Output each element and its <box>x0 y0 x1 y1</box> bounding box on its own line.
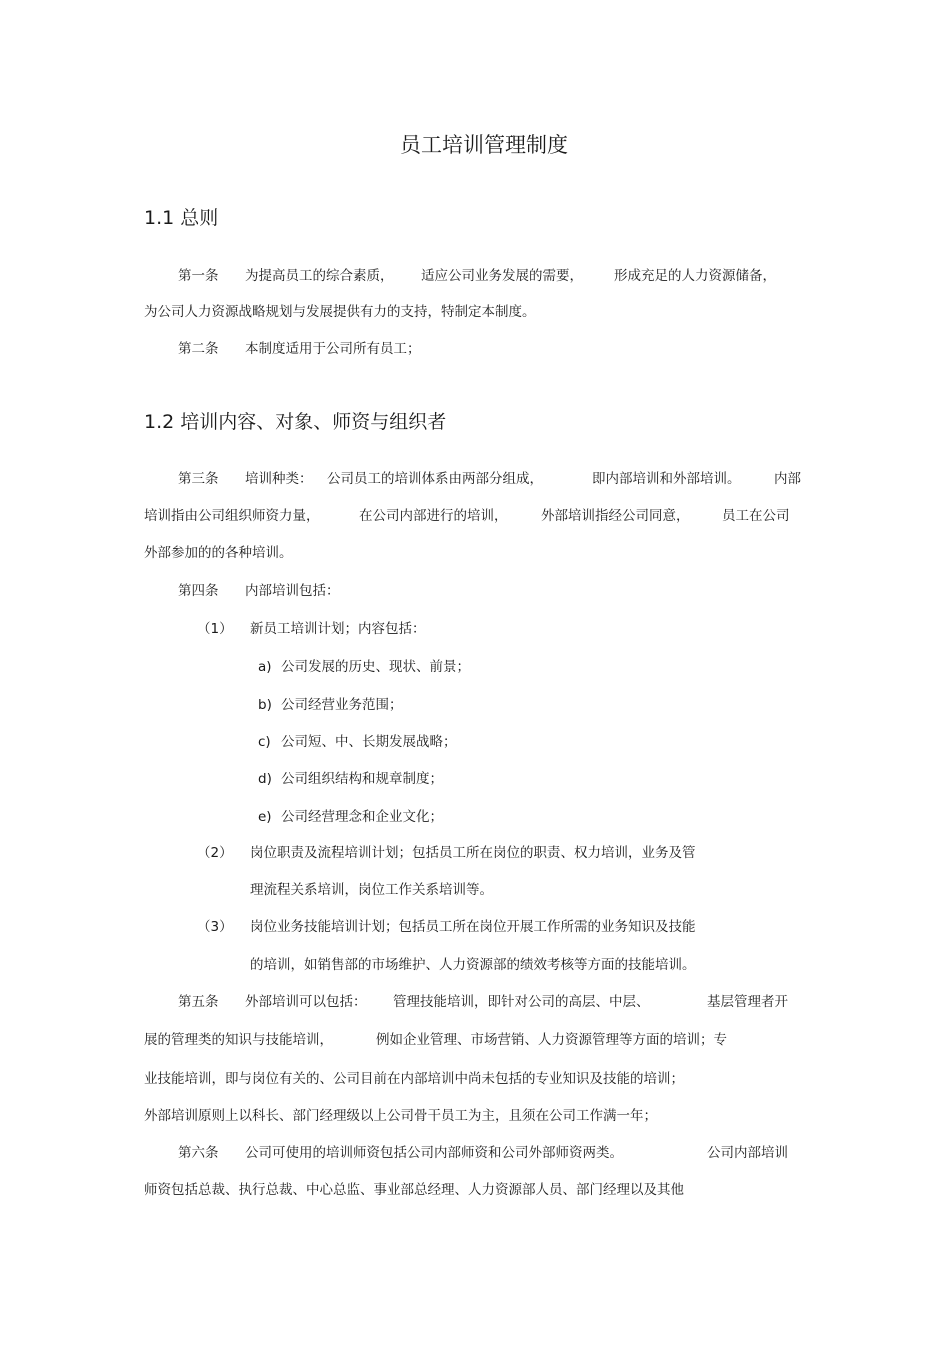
section-heading-general: 1.1 总则 <box>144 207 219 229</box>
paragraph-text: 展的管理类的知识与技能培训， <box>144 1032 333 1048</box>
paragraph-text: 外部培训原则上以科长、部门经理级以上公司骨干员工为主，且须在公司工作满一年； <box>144 1108 657 1124</box>
paragraph-text: 内部 <box>774 471 801 487</box>
sub-item-text: 公司短、中、长期发展战略； <box>281 734 457 750</box>
sub-item-text: 公司发展的历史、现状、前景； <box>281 659 470 675</box>
paragraph-text: 适应公司业务发展的需要， <box>421 268 583 284</box>
paragraph-text: 公司内部培训 <box>707 1145 788 1161</box>
paragraph-text: 管理技能培训，即针对公司的高层、中层、 <box>393 994 650 1010</box>
list-item-text: 岗位业务技能培训计划；包括员工所在岗位开展工作所需的业务知识及技能 <box>250 919 696 935</box>
list-item-text: 新员工培训计划；内容包括： <box>250 621 426 637</box>
paragraph-text: 内部培训包括： <box>245 583 340 599</box>
sub-item-label: d) <box>258 771 272 787</box>
paragraph-text: 外部培训可以包括： <box>245 994 367 1010</box>
article-label: 第五条 <box>178 994 219 1010</box>
paragraph-text: 本制度适用于公司所有员工； <box>245 341 421 357</box>
sub-item-text: 公司经营业务范围； <box>281 697 403 713</box>
section-heading-content: 1.2 培训内容、对象、师资与组织者 <box>144 411 447 433</box>
paragraph-text: 师资包括总裁、执行总裁、中心总监、事业部总经理、人力资源部人员、部门经理以及其他 <box>144 1182 684 1198</box>
article-label: 第二条 <box>178 341 219 357</box>
list-item-number: （2） <box>197 845 233 861</box>
sub-item-label: a) <box>258 659 272 675</box>
paragraph-text: 公司员工的培训体系由两部分组成， <box>327 471 543 487</box>
paragraph-text: 在公司内部进行的培训， <box>359 508 508 524</box>
sub-item-text: 公司经营理念和企业文化； <box>281 809 443 825</box>
sub-item-text: 公司组织结构和规章制度； <box>281 771 443 787</box>
paragraph-text: 例如企业管理、市场营销、人力资源管理等方面的培训；专 <box>376 1032 727 1048</box>
document-title: 员工培训管理制度 <box>400 133 568 157</box>
paragraph-text: 外部培训指经公司同意， <box>541 508 690 524</box>
paragraph-text: 即内部培训和外部培训。 <box>592 471 741 487</box>
sub-item-label: b) <box>258 697 272 713</box>
list-item-number: （1） <box>197 621 233 637</box>
paragraph-text: 员工在公司 <box>722 508 790 524</box>
paragraph-text: 基层管理者开 <box>707 994 788 1010</box>
paragraph-text: 公司可使用的培训师资包括公司内部师资和公司外部师资两类。 <box>245 1145 623 1161</box>
paragraph-text: 形成充足的人力资源储备， <box>614 268 776 284</box>
article-label: 第四条 <box>178 583 219 599</box>
paragraph-text: 为提高员工的综合素质， <box>245 268 394 284</box>
paragraph-text: 培训指由公司组织师资力量， <box>144 508 320 524</box>
list-item-text: 理流程关系培训，岗位工作关系培训等。 <box>250 882 493 898</box>
article-label: 第一条 <box>178 268 219 284</box>
paragraph-text: 业技能培训，即与岗位有关的、公司目前在内部培训中尚未包括的专业知识及技能的培训； <box>144 1071 684 1087</box>
article-label: 第六条 <box>178 1145 219 1161</box>
paragraph-text: 为公司人力资源战略规划与发展提供有力的支持，特制定本制度。 <box>144 304 536 320</box>
paragraph-text: 外部参加的的各种培训。 <box>144 545 293 561</box>
sub-item-label: c) <box>258 734 271 750</box>
sub-item-label: e) <box>258 809 272 825</box>
list-item-text: 岗位职责及流程培训计划；包括员工所在岗位的职责、权力培训，业务及管 <box>250 845 696 861</box>
paragraph-text: 培训种类： <box>245 471 313 487</box>
article-label: 第三条 <box>178 471 219 487</box>
list-item-text: 的培训，如销售部的市场维护、人力资源部的绩效考核等方面的技能培训。 <box>250 957 696 973</box>
list-item-number: （3） <box>197 919 233 935</box>
